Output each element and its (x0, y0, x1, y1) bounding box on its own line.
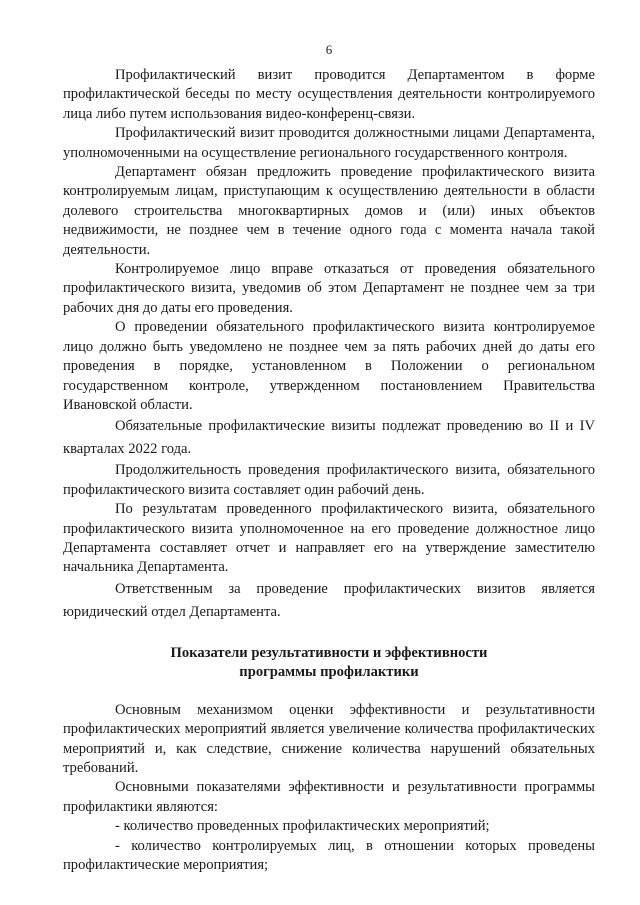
page-number: 6 (325, 42, 333, 57)
paragraph-visit-form: Профилактический визит проводится Департаментом в форме профилактической беседы по месту осуществления деятельности контролируемого лица либо путем использования видео-конференц-связи. (63, 67, 595, 122)
paragraph-right-to-refuse: Контролируемое лицо вправе отказаться от проведения обязательного профилактического визита, уведомив об этом Департамент не позднее чем за три рабочих дня до даты его проведения. (63, 261, 595, 316)
paragraph-notification: О проведении обязательного профилактического визита контролируемое лицо должно быть уведомлено не позднее чем за пять рабочих дней до даты его проведения в порядке, установленном в Положении о региональном государственном контроле, утвержденном постановлением Правительства Ивановской области. (63, 319, 595, 413)
paragraph-responsible-unit: Ответственным за проведение профилактических визитов является юридический отдел Департамента. (63, 580, 595, 620)
paragraph-visit-duration: Продолжительность проведения профилактического визита, обязательного профилактического визита составляет один рабочий день. (63, 462, 595, 498)
list-item-persons-count: - количество контролируемых лиц, в отношении которых проведены профилактические мероприятия; (63, 837, 595, 873)
paragraph-indicators-intro: Основными показателями эффективности и результативности программы профилактики являются: (63, 779, 595, 815)
paragraph-department-obligation: Департамент обязан предложить проведение профилактического визита контролируемым лицам, приступающим к осуществлению деятельности в области долевого строительства многоквартирных домов и (или) иных объектов недвижимости, не позднее чем в течение одного года с момента начала такой деятельности. (63, 164, 595, 258)
section-heading-line-2: программы профилактики (239, 663, 419, 680)
section-heading (63, 644, 595, 682)
paragraph-visit-officials: Профилактический визит проводится должностными лицами Департамента, уполномоченными на осуществление регионального государственного контроля. (63, 125, 595, 161)
paragraph-evaluation-mechanism: Основным механизмом оценки эффективности и результативности профилактических мероприятий является увеличение количества профилактических мероприятий и, как следствие, снижение количества нарушений обязательных требований. (63, 701, 595, 776)
list-item-measures-count: - количество проведенных профилактических мероприятий; (115, 818, 490, 835)
paragraph-visit-schedule: Обязательные профилактические визиты подлежат проведению во II и IV кварталах 2022 года. (63, 418, 595, 458)
document-body (63, 66, 595, 875)
paragraph-visit-report: По результатам проведенного профилактического визита, обязательного профилактического визита уполномоченное на его проведение должностное лицо Департамента составляет отчет и направляет его на утверждение заместителю начальника Департамента. (63, 501, 595, 576)
document-page (63, 0, 595, 905)
section-heading-line-1: Показатели результативности и эффективности (170, 644, 488, 661)
